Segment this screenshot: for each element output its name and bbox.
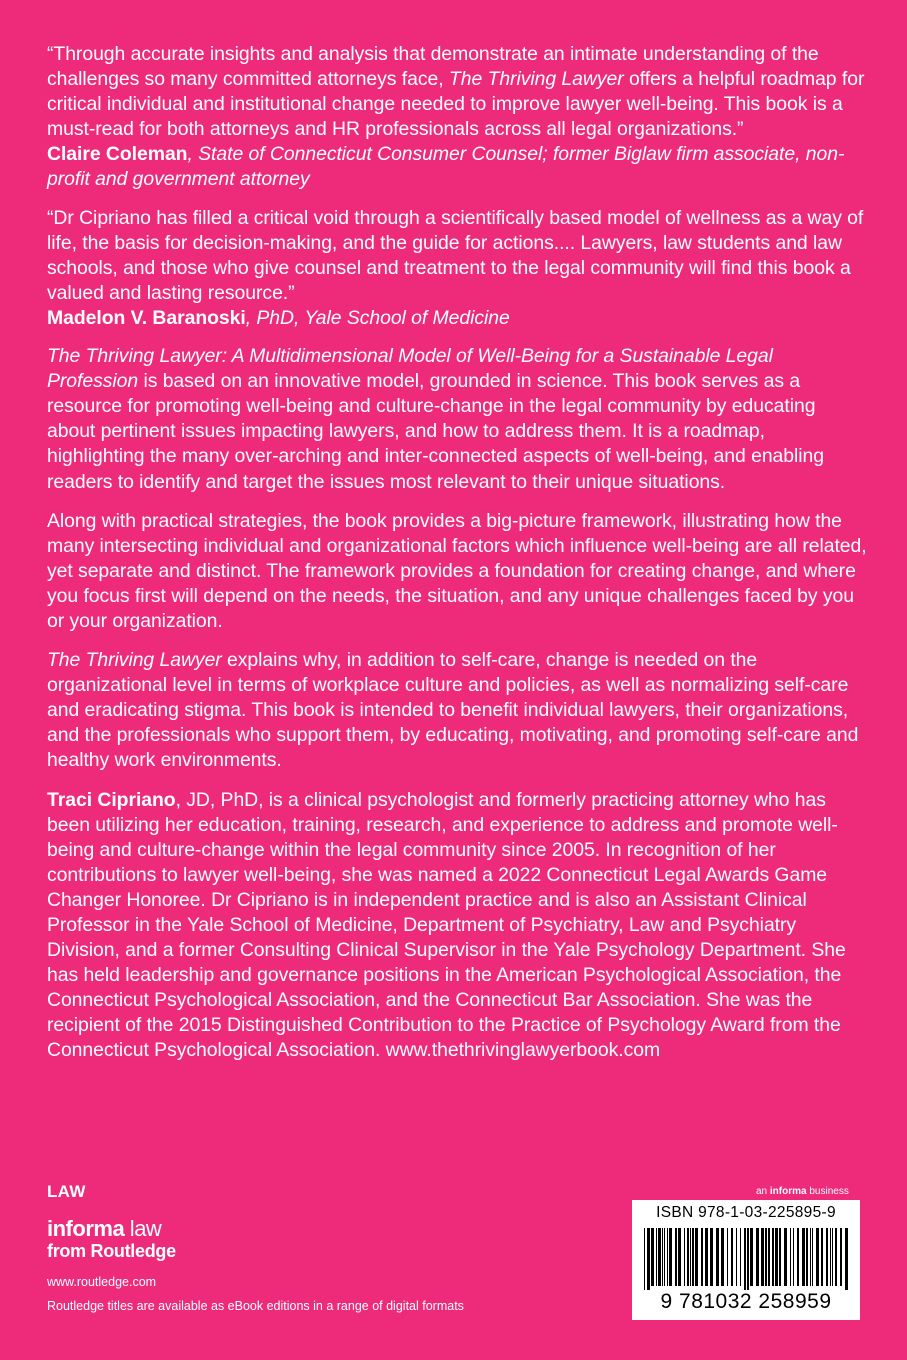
subject-category: LAW [47, 1182, 86, 1201]
isbn-barcode-box [632, 1200, 860, 1320]
endorser-name: Madelon V. Baranoski [47, 306, 246, 329]
endorsement-coleman: “Through accurate insights and analysis that demonstrate an intimate understanding of the challenges so many committed attorneys face, The Thriving Lawyer offers a helpful roadmap for critical individual and institutional change needed to improve lawyer well-being. This book is a must-read for both attorneys and HR professionals across all legal organizations.” Claire Coleman, State of Connecticut Consumer Counsel; former Biglaw firm associate, non-profit and government attorney [47, 43, 865, 191]
publisher-logo: informa law [47, 1216, 162, 1241]
description-paragraph-2: Along with practical strategies, the book provides a big-picture framework, illustrating how the many intersecting individual and organizational factors which influence well-being are all related, yet separate and distinct. The framework provides a foundation for creating change, and where you focus first will depend on the needs, the situation, and any unique challenges faced by you or your organization. [47, 509, 867, 632]
publisher-url: www.routledge.com [47, 1275, 157, 1289]
endorser-affiliation: , State of Connecticut Consumer Counsel; former Biglaw firm associate, non-profit and government attorney [47, 143, 845, 191]
description-paragraph-3: The Thriving Lawyer explains why, in addition to self-care, change is needed on the organizational level in terms of workplace culture and policies, as well as normalizing self-care and eradicating stigma. This book is intended to benefit individual lawyers, their organizations, and the professionals who support them, by educating, motivating, and promoting self-care and healthy work environments. [47, 649, 859, 772]
book-title: The Thriving Lawyer [47, 649, 222, 672]
ebook-note: Routledge titles are available as eBook editions in a range of digital formats [47, 1299, 464, 1313]
author-bio: Traci Cipriano, JD, PhD, is a clinical psychologist and formerly practicing attorney who has been utilizing her education, training, research, and experience to address and promote well-being and culture-change within the legal community since 2005. In recognition of her contributions to lawyer well-being, she was named a 2022 Connecticut Legal Awards Game Changer Honoree. Dr Cipriano is in independent practice and is also an Assistant Clinical Professor in the Yale School of Medicine, Department of Psychiatry, Law and Psychiatry Division, and a former Consulting Clinical Supervisor in the Yale Psychology Department. She has held leadership and governance positions in the American Psychological Association, the Connecticut Psychological Association, and the Connecticut Bar Association. She was the recipient of the 2015 Distinguished Contribution to the Practice of Psychology Award from the Connecticut Psychological Association. www.thethrivinglawyerbook.com [47, 788, 846, 1062]
isbn-digits: 9 781032 258959 [660, 1290, 832, 1313]
endorsement-baranoski: “Dr Cipriano has filled a critical void through a scientifically based model of wellness as a way of life, the basis for decision-making, and the guide for actions.... Lawyers, law students and law schools, and those who give counsel and treatment to the legal community will find this book a valued and lasting resource.” Madelon V. Baranoski, PhD, Yale School of Medicine [47, 206, 864, 329]
book-title: The Thriving Lawyer [448, 68, 624, 91]
back-cover-text [47, 42, 867, 1064]
author-name: Traci Cipriano [47, 788, 176, 811]
barcode-icon [640, 1228, 852, 1290]
endorser-affiliation: , PhD, Yale School of Medicine [245, 306, 510, 329]
isbn-label: ISBN 978-1-03-225895-9 [656, 1204, 836, 1221]
publisher-block [47, 1182, 464, 1313]
publisher-logo-sub: from Routledge [47, 1241, 176, 1261]
informa-business-tag: an informa business [756, 1186, 849, 1197]
book-full-title: The Thriving Lawyer: A Multidimensional Model of Well-Being for a Sustainable Legal Profession [47, 345, 773, 393]
endorser-name: Claire Coleman [47, 143, 188, 166]
description-paragraph-1: The Thriving Lawyer: A Multidimensional Model of Well-Being for a Sustainable Legal Profession is based on an innovative model, grounded in science. This book serves as a resource for promoting well-being and culture-change in the legal community by educating about pertinent issues impacting lawyers, and how to address them. It is a roadmap, highlighting the many over-arching and inter-connected aspects of well-being, and enabling readers to identify and target the issues most relevant to their unique situations. [47, 345, 825, 493]
